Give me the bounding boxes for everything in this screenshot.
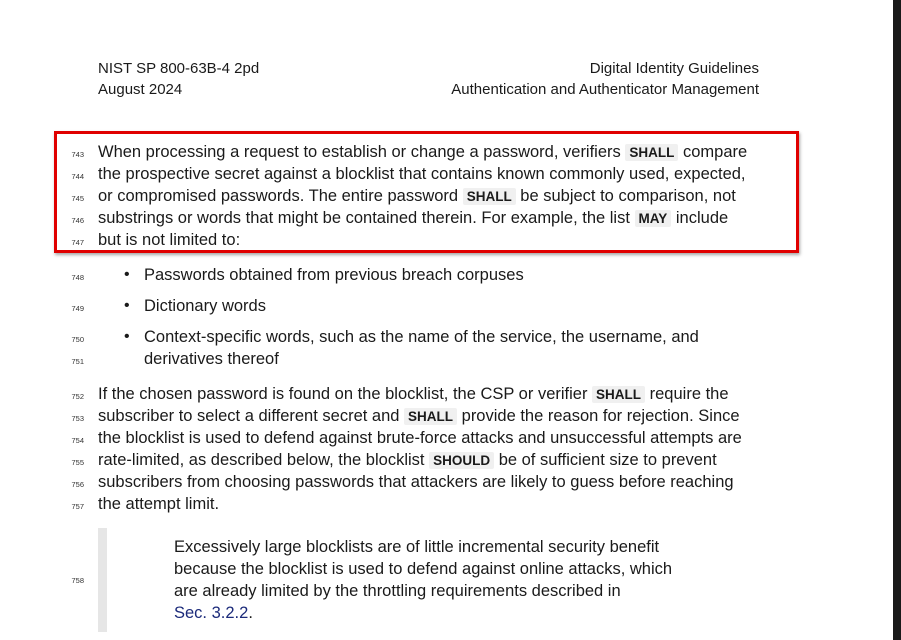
doc-date: August 2024 bbox=[98, 81, 183, 98]
normative-keyword: MAY bbox=[635, 210, 672, 227]
line-number: 749 bbox=[71, 304, 84, 313]
normative-keyword: SHALL bbox=[404, 408, 457, 425]
text-line: subscriber to select a different secret and SHALL provide the reason for rejection. Since bbox=[98, 407, 740, 425]
bullet-icon: • bbox=[124, 328, 130, 345]
line-number: 757 bbox=[71, 502, 84, 511]
line-number: 748 bbox=[71, 273, 84, 282]
text-line: rate-limited, as described below, the blocklist SHOULD be of sufficient size to prevent bbox=[98, 451, 717, 469]
line-number: 755 bbox=[71, 458, 84, 467]
red-highlight-box bbox=[54, 131, 799, 253]
line-number: 752 bbox=[71, 392, 84, 401]
doc-id: NIST SP 800-63B-4 2pd bbox=[98, 60, 260, 77]
text-line: If the chosen password is found on the blocklist, the CSP or verifier SHALL require the bbox=[98, 385, 729, 403]
line-number: 754 bbox=[71, 436, 84, 445]
line-number: 747 bbox=[71, 238, 84, 247]
line-number: 758 bbox=[71, 576, 84, 585]
text-line: the prospective secret against a blocklist that contains known commonly used, expected, bbox=[98, 165, 746, 183]
normative-keyword: SHALL bbox=[625, 144, 678, 161]
line-number: 753 bbox=[71, 414, 84, 423]
line-number: 746 bbox=[71, 216, 84, 225]
normative-keyword: SHALL bbox=[463, 188, 516, 205]
section-link[interactable]: Sec. 3.2.2 bbox=[174, 604, 249, 622]
text-line: the attempt limit. bbox=[98, 495, 220, 513]
line-number: 750 bbox=[71, 335, 84, 344]
window-edge bbox=[893, 0, 901, 640]
doc-volume-title: Authentication and Authenticator Management bbox=[451, 81, 759, 98]
text-line: the blocklist is used to defend against brute-force attacks and unsuccessful attempts are bbox=[98, 429, 742, 447]
line-number: 745 bbox=[71, 194, 84, 203]
note-line: Sec. 3.2.2. bbox=[174, 604, 253, 622]
header-left bbox=[98, 58, 259, 100]
text-line: When processing a request to establish or change a password, verifiers SHALL compare bbox=[98, 143, 748, 161]
bullet-icon: • bbox=[124, 297, 130, 314]
doc-series-title: Digital Identity Guidelines bbox=[589, 60, 759, 77]
text-line: substrings or words that might be contained therein. For example, the list MAY include bbox=[98, 209, 729, 227]
note-line: because the blocklist is used to defend against online attacks, which bbox=[174, 560, 673, 578]
bullet-icon: • bbox=[124, 266, 130, 283]
list-item-continuation: derivatives thereof bbox=[144, 350, 279, 368]
note-line: Excessively large blocklists are of little incremental security benefit bbox=[174, 538, 660, 556]
text-line: subscribers from choosing passwords that attackers are likely to guess before reaching bbox=[98, 473, 734, 491]
text-line: or compromised passwords. The entire password SHALL be subject to comparison, not bbox=[98, 187, 736, 205]
normative-keyword: SHOULD bbox=[429, 452, 494, 469]
note-line: are already limited by the throttling requirements described in bbox=[174, 582, 621, 600]
normative-keyword: SHALL bbox=[592, 386, 645, 403]
line-number: 744 bbox=[71, 172, 84, 181]
text-line: but is not limited to: bbox=[98, 231, 241, 249]
line-number: 751 bbox=[71, 357, 84, 366]
line-number: 743 bbox=[71, 150, 84, 159]
line-number: 756 bbox=[71, 480, 84, 489]
list-item: Context-specific words, such as the name of the service, the username, and bbox=[144, 328, 699, 346]
note-side-bar bbox=[98, 528, 107, 632]
header-right bbox=[451, 58, 759, 100]
list-item: Passwords obtained from previous breach corpuses bbox=[144, 266, 524, 284]
list-item: Dictionary words bbox=[144, 297, 266, 315]
